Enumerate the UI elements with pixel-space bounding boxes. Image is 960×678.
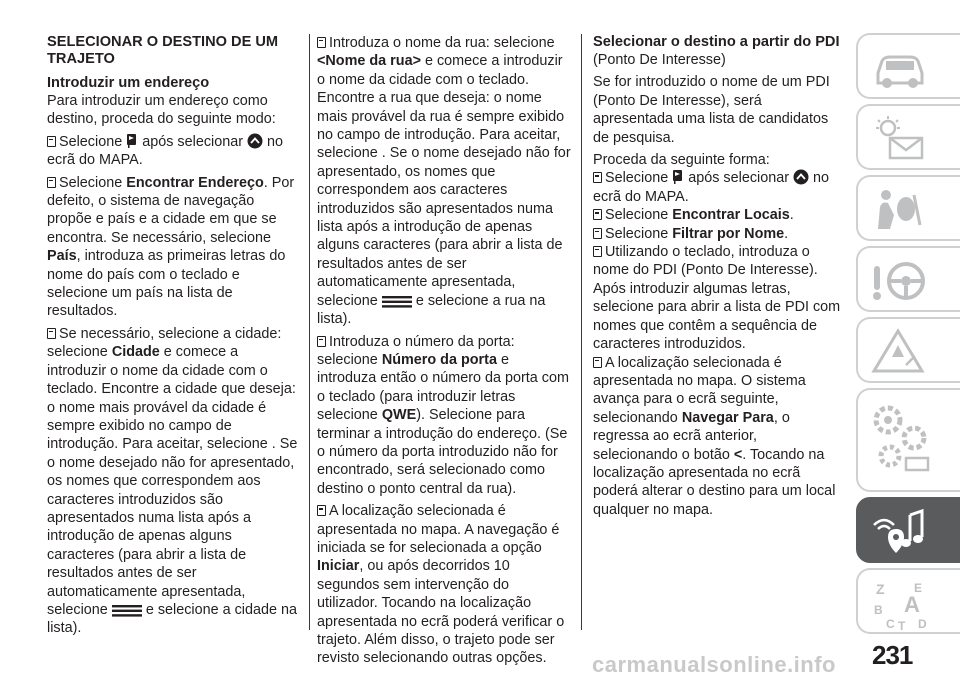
watermark: carmanualsonline.info [592, 652, 836, 677]
column-3 [593, 34, 843, 523]
svg-text:B: B [874, 603, 883, 617]
bullet-icon [47, 136, 56, 147]
bullet-icon [317, 37, 326, 48]
step-2: Selecione Encontrar Endereço. Por defeito, o sistema de navegação propõe e país e a cidade em que se encontra. Se necessário, selecione País, introduza as primeiras letras do nome do país com o teclado e selecione um país na lista de resultados. [47, 174, 295, 320]
section-title: SELECIONAR O DESTINO DE UM TRAJETO [47, 34, 279, 67]
step-6: A localização selecionada é apresentada no mapa. A navegação é iniciada se for selecionada a opção Iniciar, ou após decorridos 10 segundos sem intervenção do utilizador. Tocando na localização apresentada no ecrã poderá verificar o trajeto. Além disso, o trajeto pode ser revisto selecionando outras opções. [317, 503, 565, 667]
destination-flag-icon [672, 169, 684, 185]
page-number: 231 [872, 640, 913, 670]
sidebar-tab-safety[interactable] [856, 175, 960, 241]
step-3: Se necessário, selecione a cidade: selecione Cidade e comece a introduzir o nome da cidade com o teclado. Encontre a cidade que deseja: o nome mais provável da cidade é sempre exibido no campo de introdução. Para aceitar, selecione . Se o nome desejado não for apresentado, os nomes que correspondem aos caracteres introduzidos são apresentados numa lista após a introdução de apenas alguns caracteres (para abrir a lista de resultados antes de ser automaticamente apresentada, selecione e selecione a cidade na lista). [47, 325, 298, 637]
step-3: Selecione Filtrar por Nome. [593, 225, 843, 243]
maintenance-icon [870, 398, 934, 478]
step-1: Selecione após selecionar no ecrã do MAPA. [47, 133, 284, 169]
sidebar-tab-car[interactable] [856, 33, 960, 99]
bullet-icon [317, 505, 326, 516]
sidebar-tab-emergency[interactable] [856, 317, 960, 383]
proceed-text: Proceda da seguinte forma: [593, 152, 770, 169]
breakdown-icon [870, 327, 930, 377]
intro-text: Para introduzir um endereço como destino, proceda do seguinte modo: [47, 93, 276, 128]
svg-text:E: E [914, 581, 923, 595]
svg-text:C: C [886, 617, 895, 631]
step-2: Selecione Encontrar Locais. [593, 206, 843, 224]
sidebar-tab-index[interactable] [856, 568, 960, 634]
intro-text: Se for introduzido o nome de um PDI (Ponto De Interesse), será apresentada uma lista de candidatos de pesquisa. [593, 74, 830, 146]
sidebar-tab-multimedia[interactable] [856, 497, 960, 563]
list-menu-icon [382, 296, 412, 308]
svg-text:D: D [918, 617, 927, 631]
section-title: Selecionar o destino a partir do PDI [593, 34, 840, 50]
subsection-title: Introduzir um endereço [47, 75, 210, 91]
step-4: Introduza o nome da rua: selecione <Nome da rua> e comece a introduzir o nome da cidade com o teclado. Encontre a rua que deseja: o nome mais provável da rua é sempre exibido no campo de introdução. Para aceitar, selecione . Se o nome desejado não for apresentado, os nomes que correspondem aos caracteres introduzidos são apresentados numa lista após a introdução de apenas alguns caracteres (para abrir a lista de resultados antes de ser automaticamente apresentada, selecione e selecione a rua na lista). [317, 35, 571, 328]
column-divider [581, 34, 582, 630]
warning-light-icon [870, 114, 930, 164]
svg-text:A: A [904, 592, 920, 617]
sidebar-tab-maintenance[interactable] [856, 388, 960, 492]
chevron-up-icon [793, 169, 809, 185]
chevron-up-icon [247, 133, 263, 149]
column-1 [47, 34, 299, 642]
airbag-icon [870, 185, 930, 235]
bullet-icon [317, 336, 326, 347]
bullet-icon [593, 172, 602, 183]
bullet-icon [593, 246, 602, 257]
bullet-icon [593, 228, 602, 239]
bullet-icon [47, 328, 56, 339]
svg-text:T: T [898, 619, 906, 632]
svg-text:Z: Z [876, 581, 885, 597]
steering-icon [870, 256, 930, 306]
step-1: Selecione após selecionar no ecrã do MAPA. [593, 170, 830, 205]
bullet-icon [47, 177, 56, 188]
step-5: A localização selecionada é apresentada no mapa. O sistema avança para o ecrã seguinte, selecionando Navegar Para, o regressa ao ecrã anterior, selecionando o botão <. Tocando na localização apresentada no ecrã poderá alterar o destino para um local qualquer no mapa. [593, 354, 836, 518]
title-note: (Ponto De Interesse) [593, 52, 726, 68]
step-5: Introduza o número da porta: selecione Número da porta e introduza então o número da porta com o teclado (para introduzir letras selecione QWE). Selecione para terminar a introdução do endereço. (Se o número da porta introduzido não for encontrado, será selecionado como destino o ponto central da rua). [317, 333, 569, 497]
alphabet-index-icon [870, 578, 934, 632]
sidebar-tab-starting[interactable] [856, 246, 960, 312]
step-4: Utilizando o teclado, introduza o nome do PDI (Ponto De Interesse). Após introduzir algumas letras, selecione para abrir a lista de PDI com nomes que contêm a sequência de caracteres introduzidos. [593, 244, 841, 353]
destination-flag-icon [126, 133, 138, 149]
list-menu-icon [112, 605, 142, 617]
bullet-icon [593, 357, 602, 368]
column-2 [317, 34, 571, 672]
multimedia-icon [870, 507, 934, 557]
bullet-icon [593, 209, 602, 220]
sidebar-tab-warning-lights[interactable] [856, 104, 960, 170]
car-icon [870, 43, 930, 91]
column-divider [309, 34, 310, 630]
